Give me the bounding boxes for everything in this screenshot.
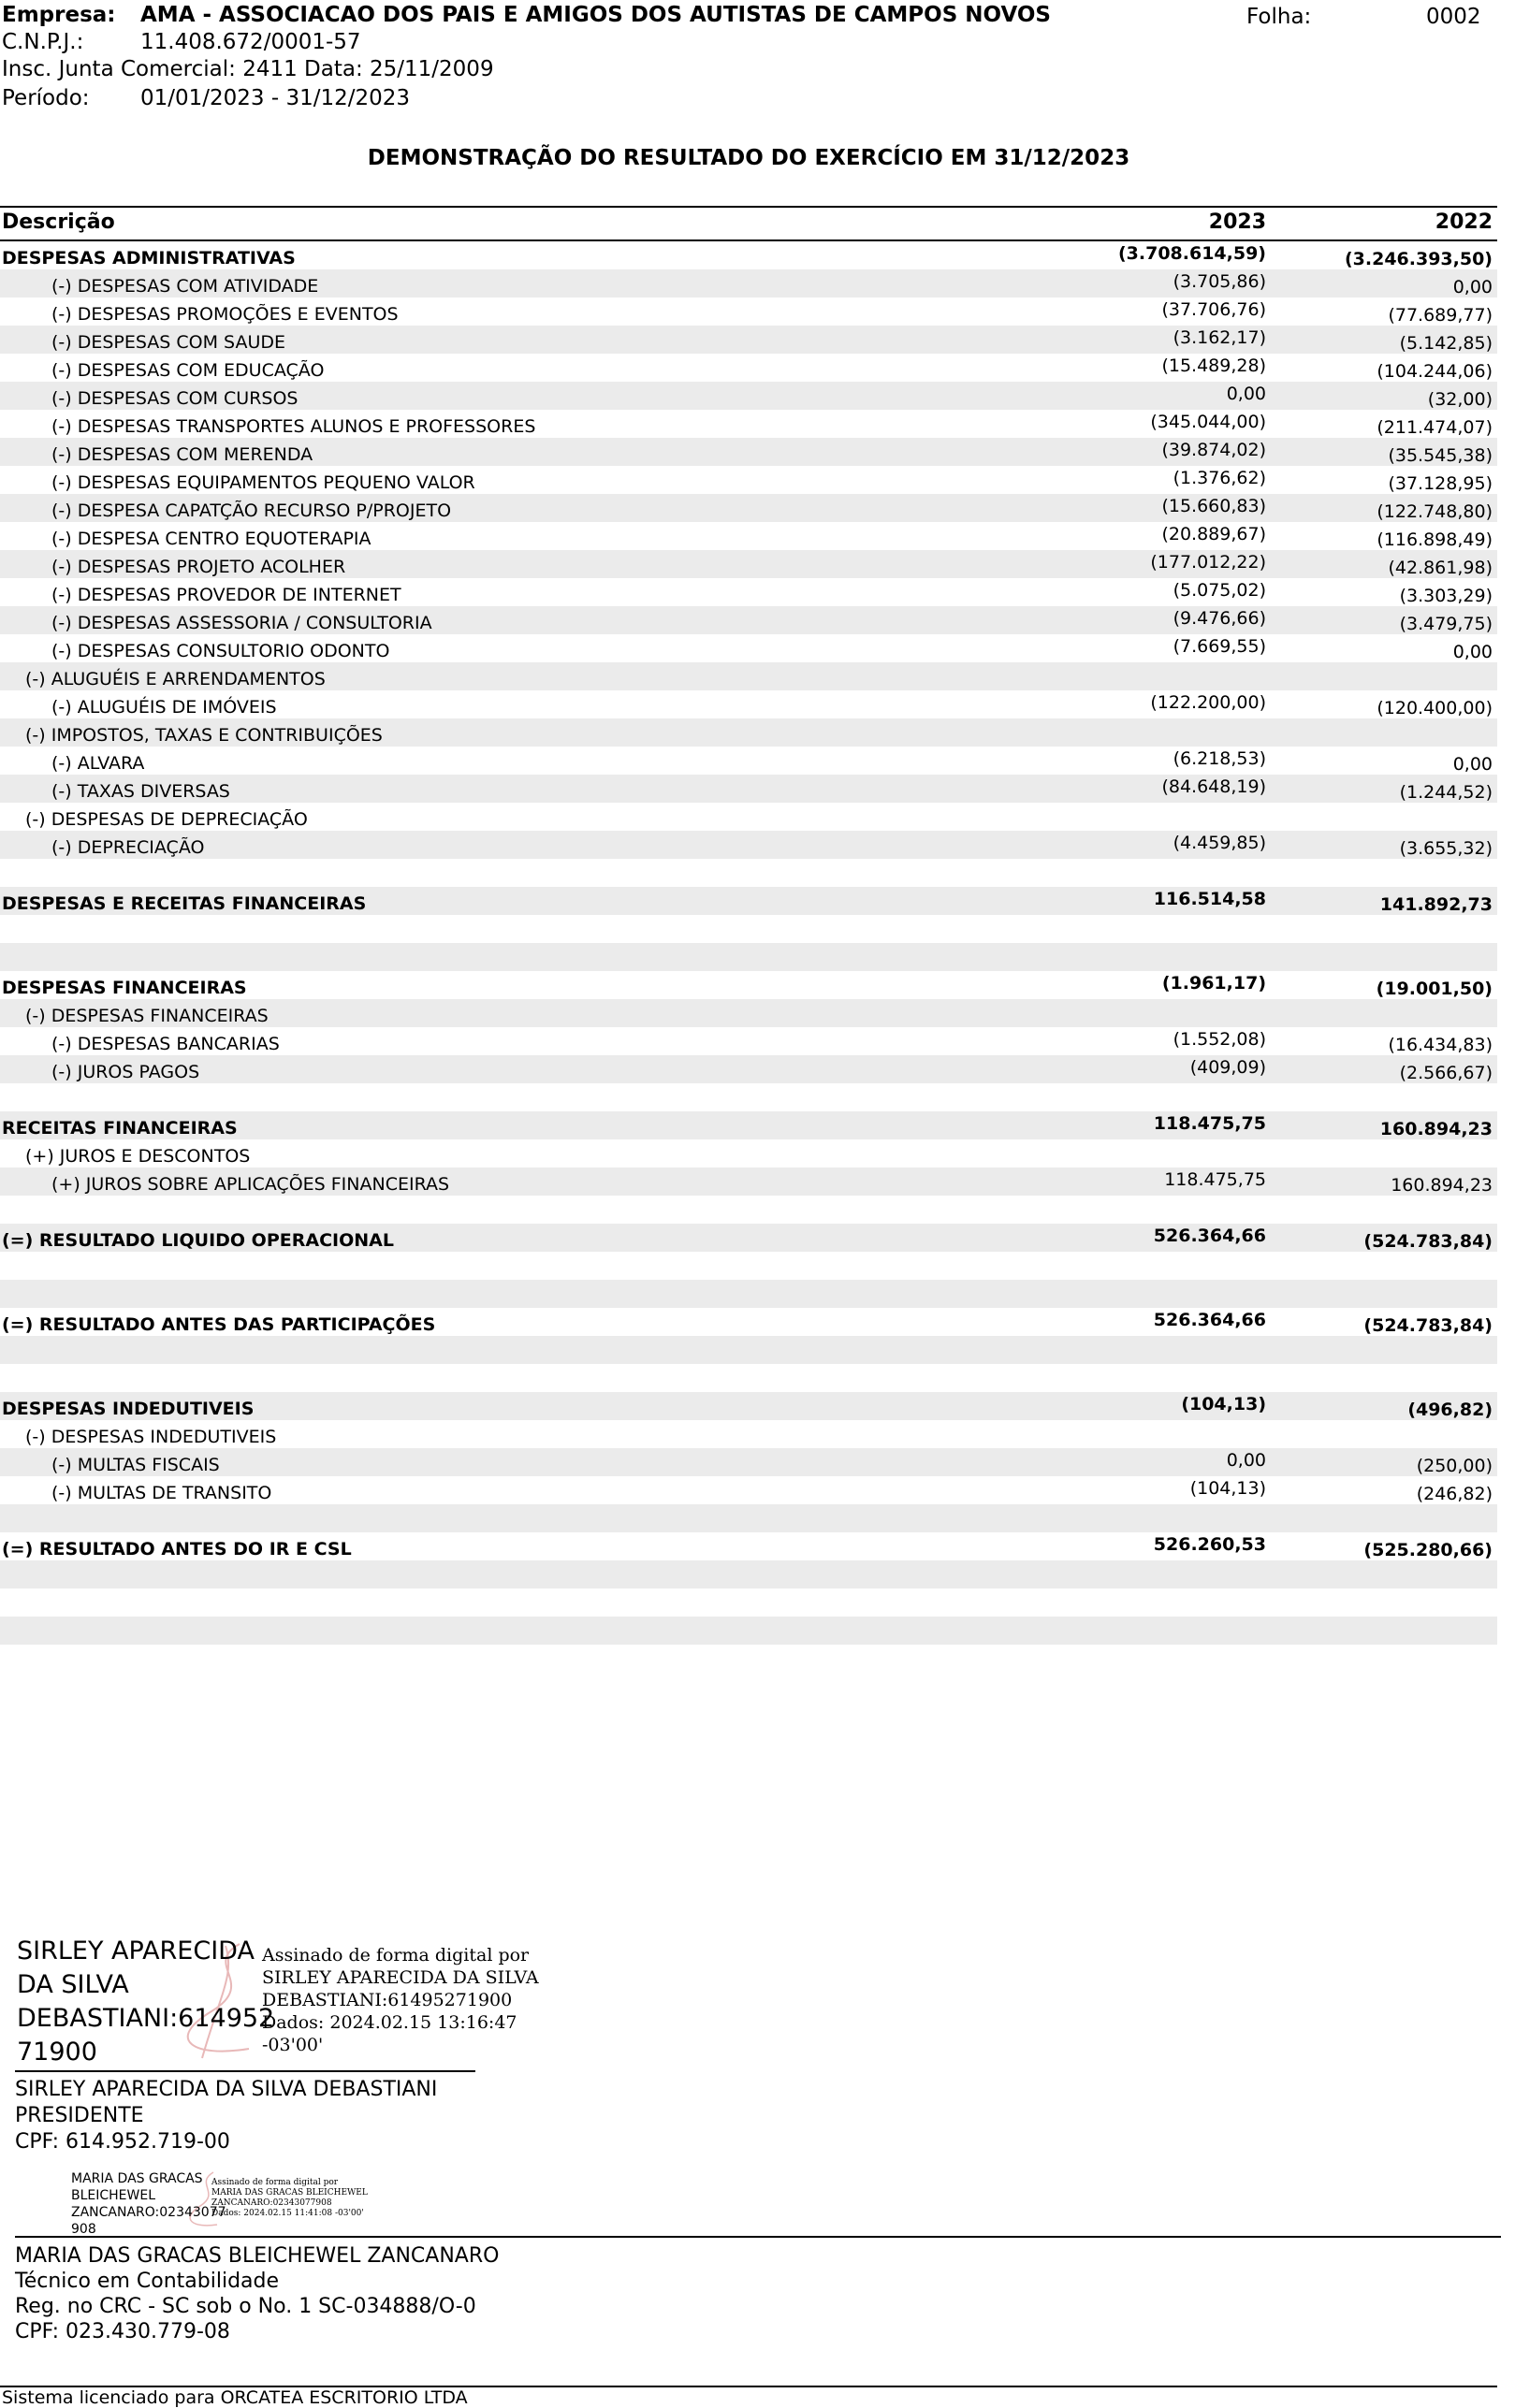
row-value-2022: (524.783,84) [1363, 1315, 1493, 1336]
row-value-2023: (3.708.614,59) [1117, 243, 1266, 264]
row-value-2022: (37.128,95) [1388, 473, 1493, 494]
table-row [0, 1055, 1497, 1083]
table-row [0, 522, 1497, 550]
signature2-name-line: ZANCANARO:02343077 [71, 2205, 226, 2220]
row-value-2023: 0,00 [1226, 384, 1266, 404]
table-row [0, 1027, 1497, 1055]
table-row [0, 1532, 1497, 1560]
table-row [0, 550, 1497, 578]
row-value-2023: (177.012,22) [1150, 552, 1266, 573]
table-row [0, 662, 1497, 690]
signature1-role: PRESIDENTE [15, 2104, 144, 2127]
row-description: (-) DESPESAS COM CURSOS [51, 388, 299, 409]
row-value-2023: (409,09) [1189, 1057, 1266, 1078]
row-value-2023: (1.552,08) [1173, 1029, 1266, 1050]
row-description: (-) DESPESAS EQUIPAMENTOS PEQUENO VALOR [51, 472, 475, 493]
row-value-2022: (16.434,83) [1388, 1035, 1493, 1055]
row-description: (-) TAXAS DIVERSAS [51, 781, 230, 802]
signature1-cpf: CPF: 614.952.719-00 [15, 2130, 230, 2154]
row-value-2022: 0,00 [1452, 277, 1493, 297]
row-description: (-) ALUGUÉIS DE IMÓVEIS [51, 697, 277, 718]
signature1-signer-name: SIRLEY APARECIDA DA SILVA DEBASTIANI [15, 2078, 438, 2101]
row-description: (-) DESPESAS INDEDUTIVEIS [25, 1427, 277, 1447]
row-description: (-) DEPRECIAÇÃO [51, 837, 205, 858]
table-row-spacer [0, 1280, 1497, 1308]
row-value-2022: (104.244,06) [1377, 361, 1493, 382]
table-row [0, 831, 1497, 859]
report-title: DEMONSTRAÇÃO DO RESULTADO DO EXERCÍCIO EM 31/12/2023 [367, 146, 1130, 170]
row-value-2022: (122.748,80) [1377, 501, 1493, 522]
row-value-2022: (3.303,29) [1399, 586, 1493, 606]
row-description: (-) MULTAS DE TRANSITO [51, 1483, 272, 1503]
row-description: (-) DESPESAS ASSESSORIA / CONSULTORIA [51, 613, 432, 633]
table-row [0, 269, 1497, 297]
col-2022: 2022 [1435, 210, 1493, 234]
table-row [0, 747, 1497, 775]
row-value-2022: (246,82) [1416, 1484, 1493, 1504]
row-description: (-) DESPESAS COM ATIVIDADE [51, 276, 319, 297]
row-value-2022: 141.892,73 [1379, 894, 1493, 915]
row-description: (-) DESPESAS DE DEPRECIAÇÃO [25, 809, 308, 830]
row-value-2023: (15.660,83) [1161, 496, 1266, 516]
signature2-name-line: MARIA DAS GRACAS [71, 2171, 203, 2186]
signature2-digital-line: Assinado de forma digital por [211, 2178, 339, 2187]
table-row [0, 297, 1497, 326]
signature1-digital-line: SIRLEY APARECIDA DA SILVA [262, 1967, 539, 1988]
row-description: (+) JUROS SOBRE APLICAÇÕES FINANCEIRAS [51, 1174, 450, 1195]
row-description: DESPESAS FINANCEIRAS [2, 978, 247, 998]
folha-label: Folha: [1246, 5, 1312, 29]
table-row [0, 578, 1497, 606]
row-value-2022: (2.566,67) [1399, 1063, 1493, 1083]
table-row [0, 1111, 1497, 1139]
col-descricao: Descrição [2, 210, 115, 234]
table-row-spacer [0, 1504, 1497, 1532]
row-value-2022: (42.861,98) [1388, 558, 1493, 578]
row-description: (-) IMPOSTOS, TAXAS E CONTRIBUIÇÕES [25, 725, 383, 746]
row-description: (=) RESULTADO ANTES DO IR E CSL [2, 1539, 352, 1559]
row-description: (-) MULTAS FISCAIS [51, 1455, 220, 1475]
row-value-2023: (9.476,66) [1173, 608, 1266, 629]
row-value-2022: (32,00) [1427, 389, 1493, 410]
row-value-2023: (39.874,02) [1161, 440, 1266, 460]
row-description: (-) DESPESAS PROVEDOR DE INTERNET [51, 585, 401, 605]
table-row-spacer [0, 915, 1497, 943]
table-row [0, 382, 1497, 410]
periodo-value: 01/01/2023 - 31/12/2023 [140, 86, 411, 110]
table-row-spacer [0, 1336, 1497, 1364]
row-description: (=) RESULTADO LIQUIDO OPERACIONAL [2, 1230, 394, 1251]
dre-table [0, 206, 1497, 1645]
row-value-2022: 160.894,23 [1379, 1119, 1493, 1139]
row-value-2022: (3.246.393,50) [1344, 249, 1493, 269]
row-value-2022: (35.545,38) [1388, 445, 1493, 466]
empresa-name: AMA - ASSOCIACAO DOS PAIS E AMIGOS DOS AUTISTAS DE CAMPOS NOVOS [140, 3, 1051, 27]
table-row-spacer [0, 1560, 1497, 1588]
row-description: (-) DESPESA CENTRO EQUOTERAPIA [51, 529, 371, 549]
signature2-digital-line: ZANCANARO:02343077908 [211, 2198, 332, 2208]
row-description: DESPESAS ADMINISTRATIVAS [2, 248, 296, 268]
signature1-name-line: SIRLEY APARECIDA [17, 1937, 255, 1966]
table-row [0, 466, 1497, 494]
row-description: DESPESAS INDEDUTIVEIS [2, 1399, 255, 1419]
row-value-2022: (496,82) [1407, 1400, 1493, 1420]
row-value-2022: (120.400,00) [1377, 698, 1493, 718]
row-value-2023: (7.669,55) [1173, 636, 1266, 657]
table-row-spacer [0, 1364, 1497, 1392]
col-2023: 2023 [1208, 210, 1266, 234]
table-row [0, 1448, 1497, 1476]
row-value-2022: 0,00 [1452, 642, 1493, 662]
table-row [0, 494, 1497, 522]
signature2-digital [211, 2178, 368, 2219]
row-value-2022: (3.479,75) [1399, 614, 1493, 634]
table-row [0, 999, 1497, 1027]
row-value-2022: (5.142,85) [1399, 333, 1493, 354]
signature1-digital-line: Dados: 2024.02.15 13:16:47 [262, 2012, 517, 2033]
row-description: (-) DESPESAS FINANCEIRAS [25, 1006, 269, 1026]
row-description: (-) ALUGUÉIS E ARRENDAMENTOS [25, 669, 326, 689]
empresa-label: Empresa: [2, 3, 116, 27]
row-description: (-) JUROS PAGOS [51, 1062, 200, 1082]
row-value-2023: (15.489,28) [1161, 355, 1266, 376]
row-description: (-) ALVARA [51, 753, 145, 774]
signature1-name-line: DEBASTIANI:614952 [17, 2004, 275, 2033]
signature1-block [17, 1935, 274, 2069]
row-description: DESPESAS E RECEITAS FINANCEIRAS [2, 893, 367, 914]
row-value-2022: (1.244,52) [1399, 782, 1493, 803]
row-value-2023: 526.364,66 [1153, 1226, 1266, 1246]
table-header [0, 206, 1497, 241]
row-value-2023: (20.889,67) [1161, 524, 1266, 544]
table-row [0, 634, 1497, 662]
row-value-2023: (122.200,00) [1150, 692, 1266, 713]
signature2-info [15, 2243, 499, 2344]
row-description: (=) RESULTADO ANTES DAS PARTICIPAÇÕES [2, 1314, 436, 1335]
table-row [0, 1308, 1497, 1336]
row-value-2023: 526.260,53 [1153, 1534, 1266, 1555]
signature2-signer-name: MARIA DAS GRACAS BLEICHEWEL ZANCANARO [15, 2244, 500, 2268]
table-row [0, 326, 1497, 354]
row-description: (-) DESPESAS COM EDUCAÇÃO [51, 360, 325, 381]
row-description: (-) DESPESA CAPATÇÃO RECURSO P/PROJETO [51, 500, 452, 521]
row-value-2022: (77.689,77) [1388, 305, 1493, 326]
cnpj-label: C.N.P.J.: [2, 30, 84, 54]
row-description: (-) DESPESAS CONSULTORIO ODONTO [51, 641, 390, 661]
table-row-spacer [0, 1252, 1497, 1280]
insc-junta: Insc. Junta Comercial: 2411 Data: 25/11/2009 [2, 57, 494, 81]
row-value-2022: (116.898,49) [1377, 529, 1493, 550]
row-description: (-) DESPESAS BANCARIAS [51, 1034, 280, 1054]
table-row [0, 1168, 1497, 1196]
row-description: (-) DESPESAS TRANSPORTES ALUNOS E PROFESSORES [51, 416, 536, 437]
table-row [0, 775, 1497, 803]
signature2-name-line: BLEICHEWEL [71, 2188, 156, 2203]
row-value-2023: (1.376,62) [1173, 468, 1266, 488]
row-description: (-) DESPESAS PROMOÇÕES E EVENTOS [51, 304, 399, 325]
row-value-2023: (5.075,02) [1173, 580, 1266, 601]
table-row [0, 438, 1497, 466]
table-row [0, 241, 1497, 269]
table-row [0, 606, 1497, 634]
table-row [0, 887, 1497, 915]
row-value-2022: (524.783,84) [1363, 1231, 1493, 1252]
row-description: RECEITAS FINANCEIRAS [2, 1118, 238, 1139]
row-value-2023: 118.475,75 [1153, 1113, 1266, 1134]
row-value-2022: (211.474,07) [1377, 417, 1493, 438]
row-value-2023: (3.705,86) [1173, 271, 1266, 292]
table-row [0, 1224, 1497, 1252]
table-row [0, 971, 1497, 999]
row-value-2023: (6.218,53) [1173, 748, 1266, 769]
signature2-crc: Reg. no CRC - SC sob o No. 1 SC-034888/O-0 [15, 2295, 476, 2318]
table-row [0, 690, 1497, 718]
table-row-spacer [0, 1196, 1497, 1224]
row-value-2023: (104,13) [1181, 1394, 1266, 1414]
row-value-2022: (525.280,66) [1363, 1540, 1493, 1560]
row-value-2023: 116.514,58 [1153, 889, 1266, 909]
signature1-digital-line: -03'00' [262, 2035, 324, 2055]
signature1-name-line: 71900 [17, 2038, 97, 2067]
table-body [0, 241, 1497, 1645]
table-row-spacer [0, 1083, 1497, 1111]
row-value-2023: 118.475,75 [1164, 1169, 1266, 1190]
row-value-2023: 0,00 [1226, 1450, 1266, 1471]
signature1-digital-line: Assinado de forma digital por [262, 1945, 530, 1966]
signature2-cpf: CPF: 023.430.779-08 [15, 2320, 230, 2343]
row-value-2023: (104,13) [1189, 1478, 1266, 1499]
table-row-spacer [0, 1588, 1497, 1617]
periodo-label: Período: [2, 86, 90, 110]
folha-number: 0002 [1426, 5, 1481, 29]
row-value-2023: (37.706,76) [1161, 299, 1266, 320]
row-value-2022: (19.001,50) [1376, 979, 1493, 999]
table-row [0, 1139, 1497, 1168]
table-row-spacer [0, 859, 1497, 887]
signature2-name-line: 908 [71, 2222, 96, 2237]
table-row [0, 1420, 1497, 1448]
row-value-2023: (84.648,19) [1161, 776, 1266, 797]
table-row-spacer [0, 943, 1497, 971]
row-value-2022: 0,00 [1452, 754, 1493, 775]
row-description: (+) JUROS E DESCONTOS [25, 1146, 251, 1167]
signature2-digital-line: Dados: 2024.02.15 11:41:08 -03'00' [211, 2209, 364, 2218]
row-value-2022: (3.655,32) [1399, 838, 1493, 859]
table-row [0, 354, 1497, 382]
table-row-spacer [0, 1617, 1497, 1645]
footer-license: Sistema licenciado para ORCATEA ESCRITORIO LTDA [2, 2387, 468, 2408]
row-description: (-) DESPESAS COM MERENDA [51, 444, 313, 465]
table-row [0, 1476, 1497, 1504]
row-description: (-) DESPESAS COM SAUDE [51, 332, 285, 353]
row-value-2023: (4.459,85) [1173, 833, 1266, 853]
row-description: (-) DESPESAS PROJETO ACOLHER [51, 557, 346, 577]
row-value-2023: (1.961,17) [1161, 973, 1266, 994]
signature1-digital-line: DEBASTIANI:61495271900 [262, 1990, 513, 2010]
signature1-name-line: DA SILVA [17, 1970, 129, 1999]
signature1-rule [15, 2070, 475, 2072]
signature2-rule [15, 2236, 1501, 2238]
signature2-role: Técnico em Contabilidade [15, 2270, 280, 2293]
signature1-digital [262, 1944, 539, 2056]
row-value-2023: (3.162,17) [1173, 327, 1266, 348]
signature2-block [71, 2170, 226, 2238]
table-row [0, 410, 1497, 438]
table-row [0, 803, 1497, 831]
table-row [0, 1392, 1497, 1420]
table-row [0, 718, 1497, 747]
row-value-2022: 160.894,23 [1391, 1175, 1493, 1196]
row-value-2022: (250,00) [1416, 1456, 1493, 1476]
signature1-info [15, 2077, 437, 2155]
row-value-2023: (345.044,00) [1150, 412, 1266, 432]
signature2-digital-line: MARIA DAS GRACAS BLEICHEWEL [211, 2188, 368, 2198]
row-value-2023: 526.364,66 [1153, 1310, 1266, 1330]
cnpj-value: 11.408.672/0001-57 [140, 30, 361, 54]
